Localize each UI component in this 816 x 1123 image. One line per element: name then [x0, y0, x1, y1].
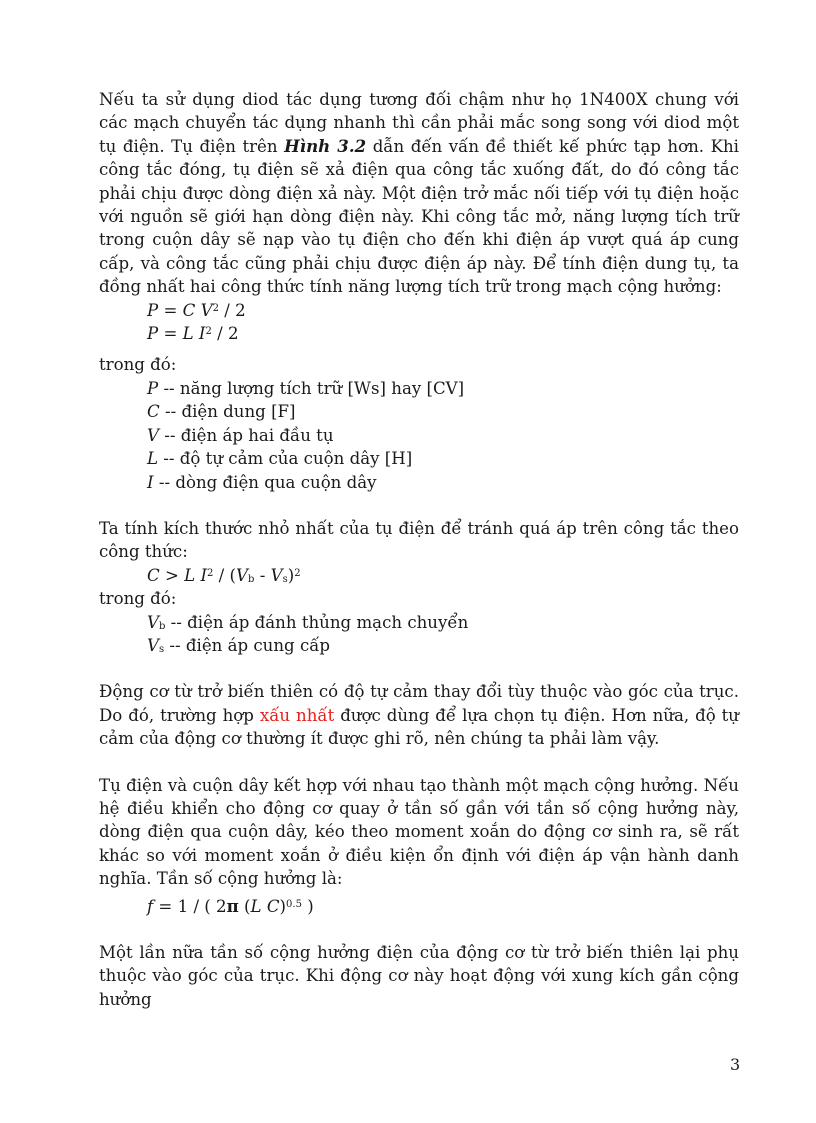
definition-list-1: [99, 377, 739, 494]
definition-item: L -- độ tự cảm của cuộn dây [H]: [147, 449, 413, 469]
paragraph-1: Nếu ta sử dụng diod tác dụng tương đối chậm như họ 1N400X chung với các mạch chuyển tác dụng nhanh thì cần phải mắc song song với diod một tụ điện. Tụ điện trên Hình 3.2 dẫn đến vấn đề thiết kế phức tạp hơn. Khi công tắc đóng, tụ điện sẽ xả điện qua công tắc xuống đất, do đó công tắc phải chịu được dòng điện xả này. Một điện trở mắc nối tiếp với tụ điện hoặc với nguồn sẽ giới hạn dòng điện này. Khi công tắc mở, năng lượng tích trữ trong cuộn dây sẽ nạp vào tụ điện cho đến khi điện áp vượt quá áp cung cấp, và công tắc cũng phải chịu được điện áp này. Để tính điện dung tụ, ta đồng nhất hai công thức tính năng lượng tích trữ trong mạch cộng hưởng:: [99, 90, 739, 297]
definition-item: C -- điện dung [F]: [147, 402, 296, 422]
definition-item: I -- dòng điện qua cuộn dây: [147, 472, 377, 492]
document-page: [99, 88, 739, 1011]
figure-reference: Hình 3.2: [284, 135, 367, 156]
paragraph-5: Một lần nữa tần số cộng hưởng điện của động cơ từ trở biến thiên lại phụ thuộc vào góc của trục. Khi động cơ này hoạt động với xung kích gần cộng hưởng: [99, 943, 739, 1009]
page-number: 3: [730, 1055, 741, 1074]
voltage-definition-item: $V_b$ -- điện áp đánh thủng mạch chuyển: [147, 612, 469, 632]
paragraph-4: Tụ điện và cuộn dây kết hợp với nhau tạo thành một mạch cộng hưởng. Nếu hệ điều khiển cho động cơ quay ở tần số gần với tần số cộng hưởng này, dòng điện qua cuộn dây, kéo theo moment xoắn do động cơ sinh ra, sẽ rất khác so với moment xoắn ở điều kiện ổn định với điện áp vận hành danh nghĩa. Tần số cộng hưởng là:: [99, 775, 739, 889]
where-label-1: trong đó:: [99, 355, 177, 375]
voltage-definition-item: $V_s$ -- điện áp cung cấp: [147, 635, 331, 655]
definition-item: P -- năng lượng tích trữ [Ws] hay [CV]: [147, 378, 465, 398]
formula-min-capacitance: C > L $I^2 / (V_b - V_s)^2$: [147, 565, 301, 585]
definition-item: V -- điện áp hai đầu tụ: [147, 425, 334, 445]
highlight-text: xấu nhất: [259, 705, 335, 725]
where-label-2: trong đó:: [99, 589, 177, 609]
definition-list-2: [99, 611, 739, 658]
formula-energy-capacitor: P = C $V^2 / 2$: [147, 300, 246, 320]
paragraph-2: Ta tính kích thước nhỏ nhất của tụ điện để tránh quá áp trên công tắc theo công thức:: [99, 518, 739, 562]
paragraph-3: Động cơ từ trở biến thiên có độ tự cảm thay đổi tùy thuộc vào góc của trục. Do đó, trường hợp xấu nhất được dùng để lựa chọn tụ điện. Hơn nữa, độ tự cảm của động cơ thường ít được ghi rõ, nên chúng ta phải làm vậy.: [99, 682, 739, 749]
formula-resonant-frequency: f = 1 / ( 2π (L C)$^{0.5}$ ): [147, 895, 314, 916]
formula-energy-inductor: P = L $I^2 / 2$: [147, 324, 239, 344]
